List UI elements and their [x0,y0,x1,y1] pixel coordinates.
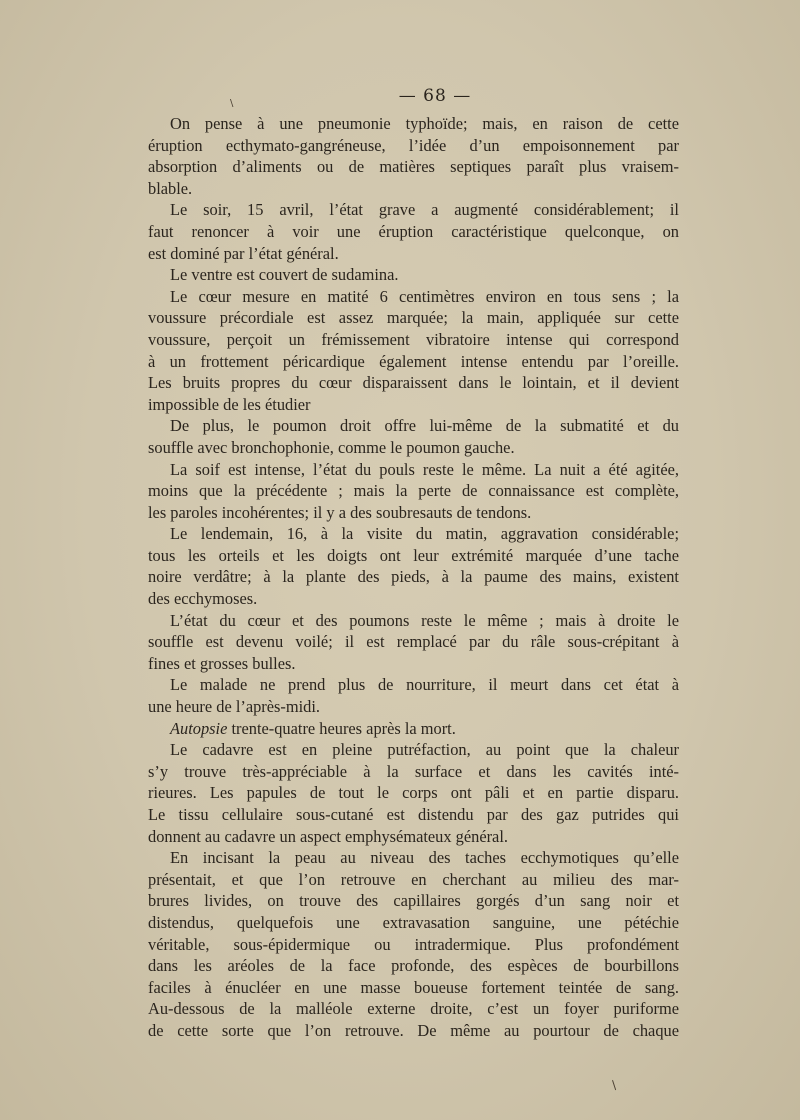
text-line: fines et grosses bulles. [148,653,296,673]
text-line: distendus, quelquefois une extravasation sanguine, une pétéchie [148,912,679,932]
text-line: voussure, perçoit un frémissement vibratoire intense qui correspond [148,329,679,349]
text-line: Le cœur mesure en matité 6 centimètres environ en tous sens ; la [170,286,679,306]
text-line: Au-dessous de la malléole externe droite, c’est un foyer puriforme [148,999,679,1019]
text-line: Le cadavre est en pleine putréfaction, au point que la chaleur [170,740,679,760]
autopsie-label: Autopsie [170,718,228,738]
text-line: absorption d’aliments ou de matières septiques paraît plus vraisem- [148,157,679,177]
text-line: Le tissu cellulaire sous-cutané est distendu par des gaz putrides qui [148,805,679,824]
body-text [148,113,679,1042]
text-line: à un frottement péricardique également intense entendu par l’oreille. [148,351,679,371]
text-line: véritable, sous-épidermique ou intradermique. Plus profondément [148,934,679,954]
text-line: faut renoncer à voir une éruption caractéristique quelconque, on [148,221,679,241]
text-line: présentait, et que l’on retrouve en cherchant au milieu des mar- [148,869,679,889]
text-line: blable. [148,178,193,198]
text-line: dans les aréoles de la face profonde, des espèces de bourbillons [148,956,679,976]
text-line: des ecchymoses. [148,589,258,609]
page-number: — 68 — [398,86,472,106]
text-line: souffle avec bronchophonie, comme le poumon gauche. [148,437,515,457]
text-line: brures livides, on trouve des capillaires gorgés d’un sang noir et [148,891,679,911]
text-line: tous les orteils et les doigts ont leur extrémité marquée d’une tache [148,545,679,565]
text-line [148,718,679,740]
text-line: donnent au cadavre un aspect emphysémateux général. [148,826,508,846]
text-line: voussure précordiale est assez marquée; la main, appliquée sur cette [148,308,679,328]
ink-tick-mark: / [608,1078,620,1092]
text-line: souffle est devenu voilé; il est remplacé par du râle sous-crépitant à [148,632,679,652]
text-line: Le ventre est couvert de sudamina. [170,265,399,285]
ink-tick-mark: \ [230,98,234,109]
text-line: est dominé par l’état général. [148,243,339,263]
text-line: de cette sorte que l’on retrouve. De même au pourtour de chaque [148,1020,679,1040]
text-line: La soif est intense, l’état du pouls reste le même. La nuit a été agitée, [170,459,679,479]
text-line: une heure de l’après-midi. [148,697,321,717]
text-line: L’état du cœur et des poumons reste le même ; mais à droite le [170,610,679,630]
text-line: impossible de les étudier [148,394,311,414]
text-line: rieures. Les papules de tout le corps ont pâli et en partie disparu. [148,783,679,803]
text-line: s’y trouve très-appréciable à la surface et dans les cavités inté- [148,761,679,781]
text-line: Les bruits propres du cœur disparaissent dans le lointain, et il devient [148,373,679,393]
text-line: Le lendemain, 16, à la visite du matin, aggravation considérable; [170,524,679,544]
autopsie-text: trente-quatre heures après la mort. [231,718,456,738]
text-line: On pense à une pneumonie typhoïde; mais, en raison de cette [170,114,679,133]
text-line: faciles à énucléer en une masse boueuse fortement teintée de sang. [148,977,679,997]
text-line: Le soir, 15 avril, l’état grave a augmenté considérablement; il [170,200,679,220]
text-line: moins que la précédente ; mais la perte de connaissance est complète, [148,481,679,501]
text-line: noire verdâtre; à la plante des pieds, à la paume des mains, existent [148,567,679,587]
text-line: Le malade ne prend plus de nourriture, il meurt dans cet état à [170,675,679,695]
text-line: éruption ecthymato-gangréneuse, l’idée d’un empoisonnement par [148,135,679,155]
text-line: En incisant la peau au niveau des taches ecchymotiques qu’elle [170,848,679,868]
text-line: De plus, le poumon droit offre lui-même de la submatité et du [170,416,679,436]
text-line: les paroles incohérentes; il y a des soubresauts de tendons. [148,502,532,522]
